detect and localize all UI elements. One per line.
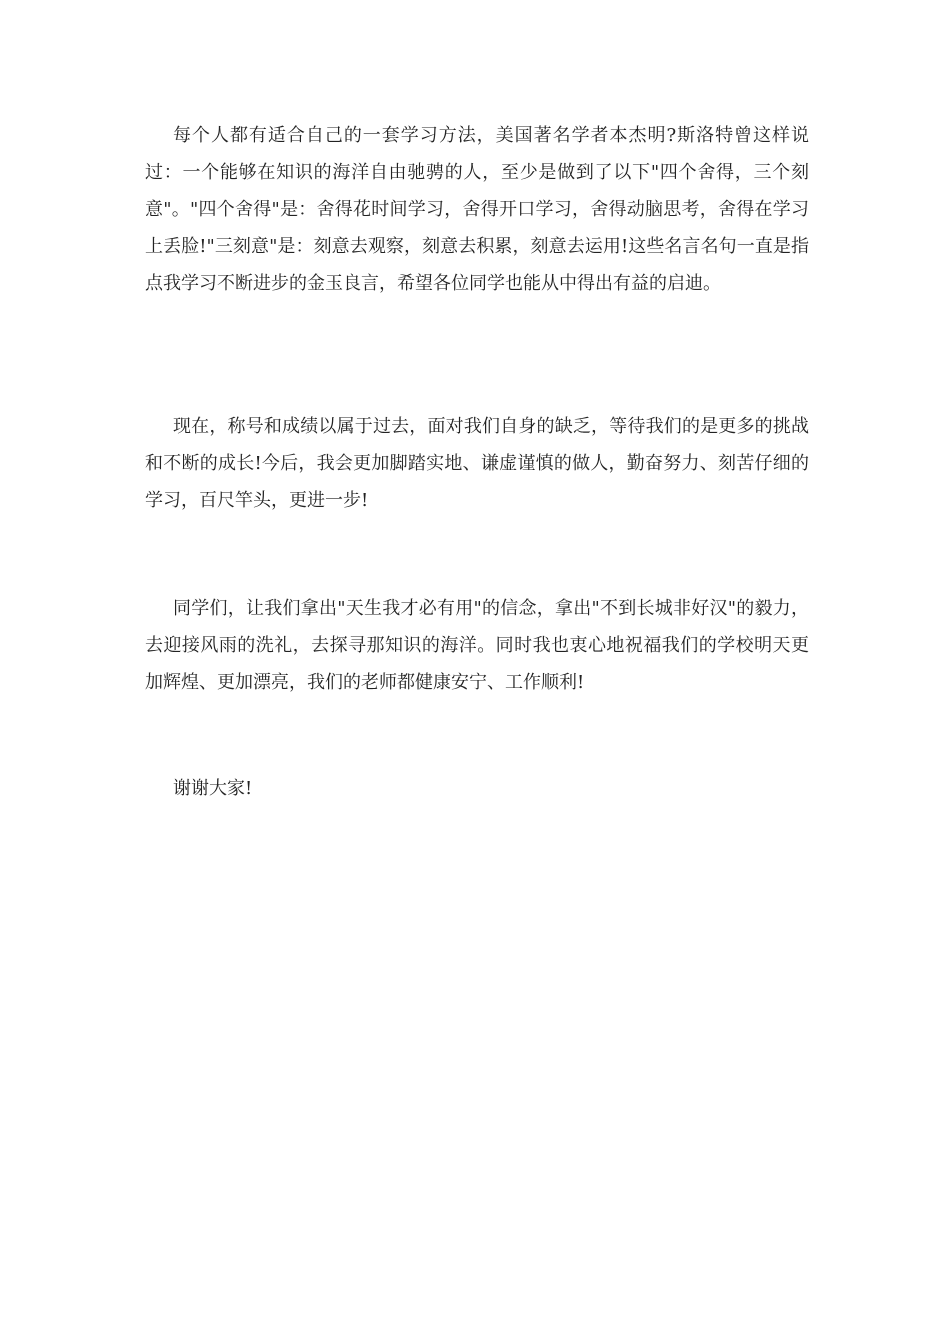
paragraph-encouragement: 同学们，让我们拿出"天生我才必有用"的信念，拿出"不到长城非好汉"的毅力，去迎接风雨的洗礼，去探寻那知识的海洋。同时我也衷心地祝福我们的学校明天更加辉煌、更加漂亮，我们的老师都健康安宁、工作顺利!: [145, 598, 809, 693]
paragraph-future-growth: 现在，称号和成绩以属于过去，面对我们自身的缺乏，等待我们的是更多的挑战和不断的成长!今后，我会更加脚踏实地、谦虚谨慎的做人，勤奋努力、刻苦仔细的学习，百尺竿头，更进一步!: [145, 416, 809, 511]
paragraph-study-methods: 每个人都有适合自己的一套学习方法，美国著名学者本杰明?斯洛特曾这样说过：一个能够在知识的海洋自由驰骋的人，至少是做到了以下"四个舍得，三个刻意"。"四个舍得"是：舍得花时间学习，舍得开口学习，舍得动脑思考，舍得在学习上丢脸!"三刻意"是：刻意去观察，刻意去积累，刻意去运用!这些名言名句一直是指点我学习不断进步的金玉良言，希望各位同学也能从中得出有益的启迪。: [145, 125, 809, 294]
paragraph-thanks: 谢谢大家!: [173, 778, 253, 799]
